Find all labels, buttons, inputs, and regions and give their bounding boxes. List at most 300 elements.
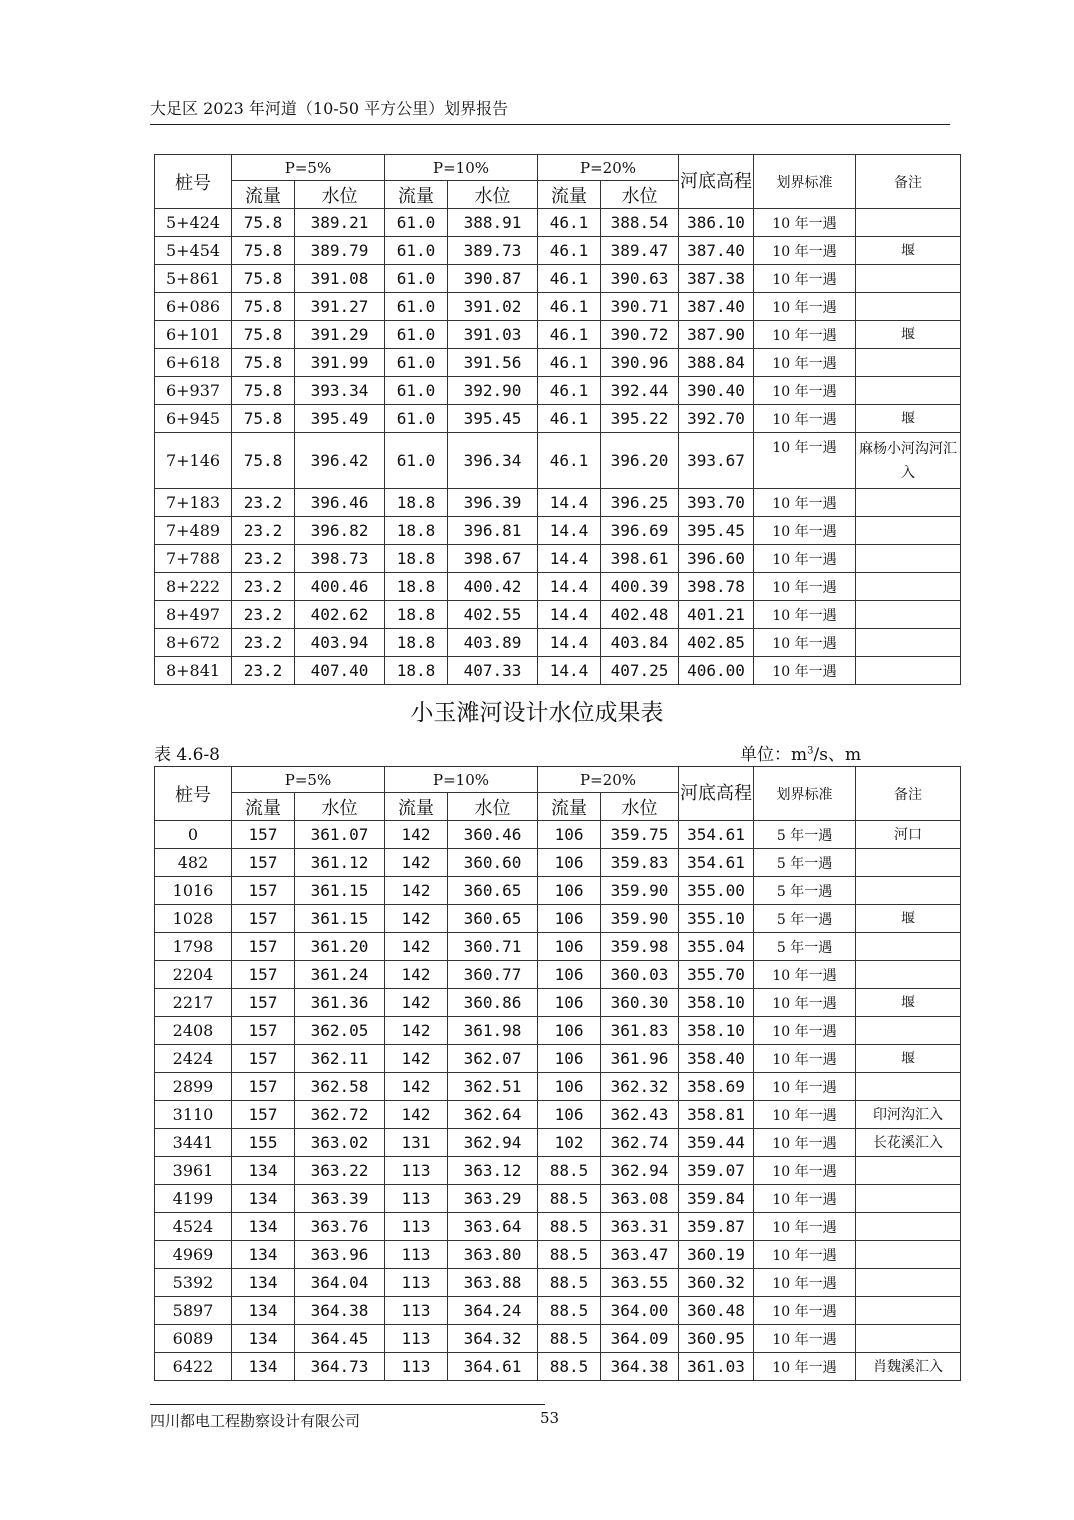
cell-flow-p10: 142: [385, 961, 448, 989]
cell-flow-p5: 23.2: [232, 517, 295, 545]
cell-riverbed: 398.78: [679, 573, 754, 601]
cell-riverbed: 387.38: [679, 265, 754, 293]
cell-note: 堰: [856, 237, 961, 265]
cell-level-p20: 396.25: [601, 489, 679, 517]
cell-level-p5: 403.94: [295, 629, 385, 657]
cell-level-p20: 361.83: [601, 1017, 679, 1045]
cell-flow-p20: 88.5: [538, 1269, 601, 1297]
cell-flow-p20: 106: [538, 821, 601, 849]
cell-flow-p5: 134: [232, 1325, 295, 1353]
cell-flow-p10: 61.0: [385, 293, 448, 321]
cell-riverbed: 360.95: [679, 1325, 754, 1353]
cell-flow-p20: 46.1: [538, 433, 601, 489]
cell-stake: 2899: [155, 1073, 232, 1101]
cell-note: [856, 629, 961, 657]
cell-level-p20: 359.98: [601, 933, 679, 961]
cell-level-p10: 402.55: [448, 601, 538, 629]
cell-flow-p20: 106: [538, 877, 601, 905]
cell-level-p10: 362.64: [448, 1101, 538, 1129]
cell-level-p20: 390.72: [601, 321, 679, 349]
cell-flow-p10: 113: [385, 1297, 448, 1325]
cell-level-p20: 392.44: [601, 377, 679, 405]
cell-flow-p5: 157: [232, 849, 295, 877]
cell-note: 堰: [856, 989, 961, 1017]
cell-note: 印河沟汇入: [856, 1101, 961, 1129]
cell-level-p5: 361.15: [295, 905, 385, 933]
cell-stake: 6+618: [155, 349, 232, 377]
cell-riverbed: 355.70: [679, 961, 754, 989]
cell-level-p10: 388.91: [448, 209, 538, 237]
table-row: [155, 849, 961, 877]
cell-flow-p10: 113: [385, 1353, 448, 1381]
cell-flow-p10: 18.8: [385, 573, 448, 601]
cell-level-p5: 364.45: [295, 1325, 385, 1353]
cell-level-p10: 363.64: [448, 1213, 538, 1241]
header-level: 水位: [601, 793, 679, 821]
header-level: 水位: [295, 793, 385, 821]
cell-flow-p20: 88.5: [538, 1297, 601, 1325]
cell-flow-p5: 134: [232, 1185, 295, 1213]
cell-standard: 5 年一遇: [754, 933, 856, 961]
cell-note: [856, 1213, 961, 1241]
table-row: [155, 629, 961, 657]
table-row: [155, 377, 961, 405]
cell-standard: 5 年一遇: [754, 877, 856, 905]
unit-suffix: /s、m: [813, 745, 862, 765]
table-row: [155, 1157, 961, 1185]
cell-stake: 2408: [155, 1017, 232, 1045]
header-flow: 流量: [385, 181, 448, 209]
table-row: [155, 1241, 961, 1269]
cell-standard: 10 年一遇: [754, 961, 856, 989]
water-level-table-1: [154, 154, 961, 685]
cell-riverbed: 359.84: [679, 1185, 754, 1213]
table-row: [155, 877, 961, 905]
cell-level-p20: 400.39: [601, 573, 679, 601]
cell-flow-p20: 14.4: [538, 573, 601, 601]
cell-riverbed: 395.45: [679, 517, 754, 545]
cell-standard: 5 年一遇: [754, 905, 856, 933]
table-row: [155, 517, 961, 545]
cell-flow-p20: 106: [538, 989, 601, 1017]
cell-level-p5: 363.96: [295, 1241, 385, 1269]
cell-standard: 5 年一遇: [754, 849, 856, 877]
cell-standard: 10 年一遇: [754, 1241, 856, 1269]
cell-stake: 5392: [155, 1269, 232, 1297]
cell-level-p5: 361.20: [295, 933, 385, 961]
cell-flow-p10: 18.8: [385, 489, 448, 517]
cell-flow-p5: 75.8: [232, 321, 295, 349]
cell-standard: 10 年一遇: [754, 237, 856, 265]
table-row: [155, 1045, 961, 1073]
cell-standard: 10 年一遇: [754, 1269, 856, 1297]
cell-stake: 1028: [155, 905, 232, 933]
table-row: [155, 1297, 961, 1325]
header-riverbed: 河底高程: [679, 767, 754, 821]
cell-level-p5: 363.22: [295, 1157, 385, 1185]
cell-note: [856, 961, 961, 989]
cell-standard: 10 年一遇: [754, 989, 856, 1017]
cell-riverbed: 406.00: [679, 657, 754, 685]
cell-stake: 7+489: [155, 517, 232, 545]
cell-level-p5: 396.46: [295, 489, 385, 517]
table-row: [155, 1325, 961, 1353]
cell-flow-p10: 18.8: [385, 657, 448, 685]
cell-level-p10: 391.03: [448, 321, 538, 349]
cell-stake: 3961: [155, 1157, 232, 1185]
cell-level-p5: 393.34: [295, 377, 385, 405]
cell-stake: 1016: [155, 877, 232, 905]
cell-note: [856, 877, 961, 905]
page-number: 53: [540, 1409, 560, 1427]
cell-level-p10: 391.02: [448, 293, 538, 321]
cell-flow-p20: 88.5: [538, 1213, 601, 1241]
cell-flow-p10: 61.0: [385, 209, 448, 237]
header-flow: 流量: [538, 793, 601, 821]
cell-note: 麻杨小河沟河汇入: [856, 433, 961, 489]
cell-level-p20: 396.20: [601, 433, 679, 489]
cell-flow-p5: 157: [232, 1101, 295, 1129]
cell-flow-p20: 106: [538, 905, 601, 933]
cell-flow-p20: 46.1: [538, 237, 601, 265]
cell-level-p5: 363.76: [295, 1213, 385, 1241]
table-caption: 小玉滩河设计水位成果表: [410, 700, 664, 726]
cell-level-p10: 360.77: [448, 961, 538, 989]
header-riverbed: 河底高程: [679, 155, 754, 209]
cell-standard: 10 年一遇: [754, 1157, 856, 1185]
cell-level-p5: 402.62: [295, 601, 385, 629]
cell-note: [856, 1241, 961, 1269]
cell-riverbed: 396.60: [679, 545, 754, 573]
cell-riverbed: 401.21: [679, 601, 754, 629]
cell-level-p20: 359.75: [601, 821, 679, 849]
cell-level-p5: 362.11: [295, 1045, 385, 1073]
cell-flow-p20: 106: [538, 961, 601, 989]
cell-flow-p10: 142: [385, 821, 448, 849]
cell-flow-p10: 142: [385, 1017, 448, 1045]
header-level: 水位: [601, 181, 679, 209]
table-row: [155, 545, 961, 573]
cell-flow-p5: 157: [232, 821, 295, 849]
cell-flow-p20: 14.4: [538, 657, 601, 685]
cell-flow-p5: 23.2: [232, 629, 295, 657]
cell-riverbed: 390.40: [679, 377, 754, 405]
cell-standard: 10 年一遇: [754, 293, 856, 321]
header-p20: P=20%: [538, 767, 679, 793]
cell-flow-p20: 106: [538, 1073, 601, 1101]
cell-stake: 2217: [155, 989, 232, 1017]
table-row: [155, 905, 961, 933]
header-level: 水位: [295, 181, 385, 209]
cell-level-p20: 388.54: [601, 209, 679, 237]
cell-level-p20: 360.03: [601, 961, 679, 989]
cell-flow-p20: 14.4: [538, 545, 601, 573]
cell-flow-p5: 134: [232, 1241, 295, 1269]
cell-level-p5: 400.46: [295, 573, 385, 601]
table-row: [155, 573, 961, 601]
cell-level-p5: 396.82: [295, 517, 385, 545]
table-2-body: [155, 821, 961, 1381]
cell-level-p10: 362.94: [448, 1129, 538, 1157]
cell-level-p10: 360.86: [448, 989, 538, 1017]
cell-stake: 3110: [155, 1101, 232, 1129]
cell-level-p10: 360.60: [448, 849, 538, 877]
cell-level-p20: 362.32: [601, 1073, 679, 1101]
cell-riverbed: 355.00: [679, 877, 754, 905]
cell-level-p5: 361.36: [295, 989, 385, 1017]
cell-flow-p20: 14.4: [538, 629, 601, 657]
cell-riverbed: 358.81: [679, 1101, 754, 1129]
table-row: [155, 933, 961, 961]
cell-flow-p10: 61.0: [385, 265, 448, 293]
table-row: [155, 265, 961, 293]
table-row: [155, 1017, 961, 1045]
table-row: [155, 293, 961, 321]
cell-level-p20: 390.71: [601, 293, 679, 321]
cell-note: [856, 657, 961, 685]
cell-flow-p5: 134: [232, 1213, 295, 1241]
cell-flow-p5: 134: [232, 1353, 295, 1381]
table-row: [155, 1185, 961, 1213]
cell-level-p10: 390.87: [448, 265, 538, 293]
cell-note: 肖魏溪汇入: [856, 1353, 961, 1381]
table-row: [155, 1213, 961, 1241]
cell-flow-p5: 75.8: [232, 405, 295, 433]
cell-flow-p20: 46.1: [538, 349, 601, 377]
cell-riverbed: 354.61: [679, 821, 754, 849]
header-stake: 桩号: [155, 155, 232, 209]
table-row: [155, 657, 961, 685]
header-divider: [150, 124, 950, 125]
cell-level-p20: 359.83: [601, 849, 679, 877]
cell-flow-p5: 75.8: [232, 349, 295, 377]
cell-stake: 3441: [155, 1129, 232, 1157]
cell-riverbed: 358.10: [679, 989, 754, 1017]
cell-flow-p10: 61.0: [385, 405, 448, 433]
table-row: [155, 405, 961, 433]
cell-note: [856, 1297, 961, 1325]
table-row: [155, 209, 961, 237]
cell-level-p20: 362.94: [601, 1157, 679, 1185]
cell-flow-p10: 142: [385, 1101, 448, 1129]
cell-flow-p5: 23.2: [232, 489, 295, 517]
cell-note: [856, 489, 961, 517]
cell-flow-p20: 88.5: [538, 1241, 601, 1269]
cell-note: 河口: [856, 821, 961, 849]
cell-level-p10: 391.56: [448, 349, 538, 377]
cell-level-p20: 403.84: [601, 629, 679, 657]
cell-flow-p10: 113: [385, 1241, 448, 1269]
cell-standard: 10 年一遇: [754, 657, 856, 685]
cell-riverbed: 360.19: [679, 1241, 754, 1269]
cell-flow-p5: 157: [232, 905, 295, 933]
cell-level-p10: 363.12: [448, 1157, 538, 1185]
cell-stake: 482: [155, 849, 232, 877]
cell-stake: 6+945: [155, 405, 232, 433]
cell-level-p10: 363.80: [448, 1241, 538, 1269]
table-row: [155, 1269, 961, 1297]
cell-level-p5: 361.15: [295, 877, 385, 905]
cell-note: [856, 349, 961, 377]
cell-standard: 10 年一遇: [754, 1185, 856, 1213]
cell-note: [856, 1269, 961, 1297]
cell-flow-p10: 61.0: [385, 433, 448, 489]
cell-level-p5: 361.12: [295, 849, 385, 877]
cell-flow-p10: 18.8: [385, 601, 448, 629]
cell-flow-p10: 18.8: [385, 545, 448, 573]
cell-riverbed: 387.40: [679, 237, 754, 265]
cell-flow-p20: 88.5: [538, 1157, 601, 1185]
cell-note: [856, 1017, 961, 1045]
table-1-body: [155, 209, 961, 685]
table-row: [155, 1073, 961, 1101]
cell-level-p5: 364.04: [295, 1269, 385, 1297]
cell-level-p20: 363.31: [601, 1213, 679, 1241]
cell-stake: 0: [155, 821, 232, 849]
cell-level-p10: 360.65: [448, 877, 538, 905]
cell-standard: 10 年一遇: [754, 209, 856, 237]
cell-flow-p10: 142: [385, 905, 448, 933]
cell-level-p10: 360.46: [448, 821, 538, 849]
cell-note: 堰: [856, 1045, 961, 1073]
cell-stake: 5897: [155, 1297, 232, 1325]
cell-riverbed: 392.70: [679, 405, 754, 433]
cell-standard: 10 年一遇: [754, 349, 856, 377]
cell-stake: 8+841: [155, 657, 232, 685]
cell-stake: 6+101: [155, 321, 232, 349]
cell-standard: 10 年一遇: [754, 433, 856, 489]
cell-level-p5: 361.24: [295, 961, 385, 989]
cell-level-p20: 390.63: [601, 265, 679, 293]
cell-level-p10: 407.33: [448, 657, 538, 685]
cell-note: [856, 933, 961, 961]
cell-note: [856, 601, 961, 629]
cell-flow-p5: 157: [232, 989, 295, 1017]
cell-riverbed: 393.67: [679, 433, 754, 489]
cell-flow-p10: 142: [385, 877, 448, 905]
cell-flow-p20: 14.4: [538, 601, 601, 629]
cell-level-p20: 396.69: [601, 517, 679, 545]
table-row: [155, 349, 961, 377]
cell-standard: 10 年一遇: [754, 1325, 856, 1353]
cell-standard: 10 年一遇: [754, 321, 856, 349]
cell-standard: 5 年一遇: [754, 821, 856, 849]
cell-level-p5: 363.39: [295, 1185, 385, 1213]
cell-stake: 7+146: [155, 433, 232, 489]
cell-level-p20: 364.00: [601, 1297, 679, 1325]
cell-note: [856, 1185, 961, 1213]
header-note: 备注: [856, 155, 961, 209]
cell-level-p10: 362.51: [448, 1073, 538, 1101]
cell-level-p5: 398.73: [295, 545, 385, 573]
cell-standard: 10 年一遇: [754, 517, 856, 545]
table-row: [155, 237, 961, 265]
cell-flow-p5: 157: [232, 1045, 295, 1073]
cell-level-p10: 364.61: [448, 1353, 538, 1381]
table-row: [155, 433, 961, 489]
cell-flow-p20: 14.4: [538, 517, 601, 545]
cell-flow-p20: 14.4: [538, 489, 601, 517]
cell-stake: 1798: [155, 933, 232, 961]
cell-flow-p5: 75.8: [232, 293, 295, 321]
cell-level-p20: 407.25: [601, 657, 679, 685]
cell-flow-p10: 142: [385, 989, 448, 1017]
cell-level-p5: 361.07: [295, 821, 385, 849]
cell-level-p20: 360.30: [601, 989, 679, 1017]
cell-note: [856, 545, 961, 573]
cell-level-p10: 363.29: [448, 1185, 538, 1213]
cell-level-p10: 396.39: [448, 489, 538, 517]
cell-stake: 8+222: [155, 573, 232, 601]
table-row: [155, 989, 961, 1017]
cell-flow-p5: 75.8: [232, 433, 295, 489]
table-row: [155, 821, 961, 849]
cell-riverbed: 361.03: [679, 1353, 754, 1381]
cell-note: [856, 573, 961, 601]
cell-level-p5: 391.08: [295, 265, 385, 293]
cell-level-p10: 396.81: [448, 517, 538, 545]
table-row: [155, 601, 961, 629]
cell-flow-p10: 131: [385, 1129, 448, 1157]
cell-flow-p20: 88.5: [538, 1325, 601, 1353]
cell-standard: 10 年一遇: [754, 1353, 856, 1381]
cell-note: [856, 849, 961, 877]
cell-riverbed: 393.70: [679, 489, 754, 517]
cell-level-p20: 390.96: [601, 349, 679, 377]
cell-level-p20: 363.55: [601, 1269, 679, 1297]
cell-note: [856, 209, 961, 237]
header-level: 水位: [448, 181, 538, 209]
header-p5: P=5%: [232, 155, 385, 181]
cell-stake: 4524: [155, 1213, 232, 1241]
cell-flow-p20: 46.1: [538, 377, 601, 405]
cell-riverbed: 359.07: [679, 1157, 754, 1185]
cell-level-p10: 396.34: [448, 433, 538, 489]
cell-note: 堰: [856, 321, 961, 349]
header-p10: P=10%: [385, 767, 538, 793]
cell-riverbed: 359.87: [679, 1213, 754, 1241]
cell-note: [856, 1325, 961, 1353]
cell-riverbed: 402.85: [679, 629, 754, 657]
cell-flow-p10: 113: [385, 1325, 448, 1353]
cell-note: [856, 517, 961, 545]
cell-level-p10: 362.07: [448, 1045, 538, 1073]
cell-standard: 10 年一遇: [754, 629, 856, 657]
cell-riverbed: 360.48: [679, 1297, 754, 1325]
cell-flow-p10: 61.0: [385, 321, 448, 349]
cell-level-p20: 359.90: [601, 905, 679, 933]
cell-note: [856, 1157, 961, 1185]
cell-riverbed: 387.90: [679, 321, 754, 349]
cell-riverbed: 358.10: [679, 1017, 754, 1045]
cell-standard: 10 年一遇: [754, 1129, 856, 1157]
cell-note: 长花溪汇入: [856, 1129, 961, 1157]
table-row: [155, 489, 961, 517]
header-standard: 划界标准: [754, 767, 856, 821]
cell-level-p5: 389.21: [295, 209, 385, 237]
cell-level-p20: 359.90: [601, 877, 679, 905]
cell-level-p20: 363.47: [601, 1241, 679, 1269]
water-level-table-2: [154, 766, 961, 1381]
cell-note: [856, 1073, 961, 1101]
cell-flow-p10: 142: [385, 1073, 448, 1101]
cell-flow-p10: 61.0: [385, 349, 448, 377]
cell-riverbed: 386.10: [679, 209, 754, 237]
cell-level-p5: 364.73: [295, 1353, 385, 1381]
cell-level-p5: 362.58: [295, 1073, 385, 1101]
cell-stake: 5+454: [155, 237, 232, 265]
header-flow: 流量: [232, 181, 295, 209]
